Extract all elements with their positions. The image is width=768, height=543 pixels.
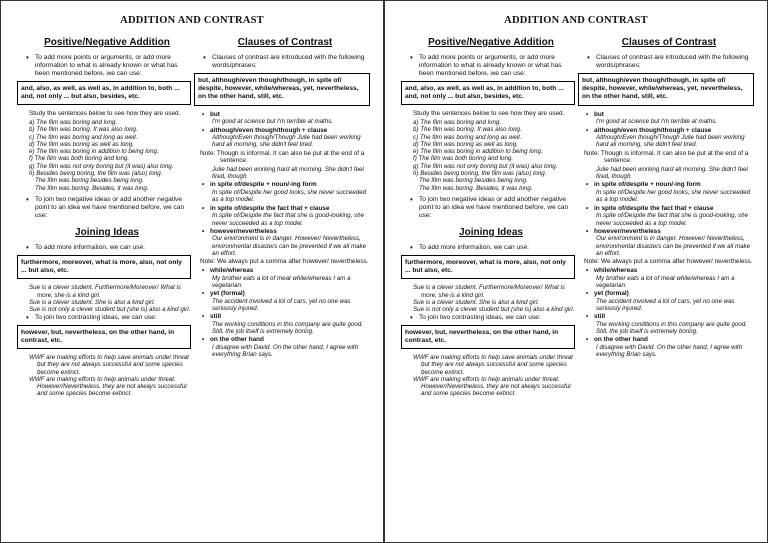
example-sentence: In spite of/Despite the fact that she is good-looking, she never succeeded as a top model.	[212, 212, 365, 227]
addition-column	[23, 37, 191, 398]
rule-heading: • on the other hand	[200, 336, 370, 344]
contrast-intro: • To join two contrasting ideas, we can use:	[407, 314, 575, 322]
example-sentence: I'm good at science but I'm terrible at maths.	[212, 118, 334, 126]
example-sentence: The working conditions in this company are quite good. Still, the job itself is extremely boring.	[596, 320, 747, 336]
example-sentence: WWF are making efforts to help save animals under threat but they are not always successful and some species become extinct.	[413, 353, 573, 376]
addition-column	[407, 37, 575, 398]
example-sentence: The film was boring. Besides, it was long.	[419, 184, 533, 192]
section-heading-addition: Positive/Negative Addition	[44, 37, 170, 48]
page-title: ADDITION AND CONTRAST	[120, 15, 264, 26]
more-words-box: furthermore, moreover, what is more, also, not only ... but also, etc.	[17, 255, 191, 279]
example-sentence: a) The film was boring and long.	[413, 119, 502, 126]
example-sentence: f) The film was both boring and long.	[413, 155, 514, 163]
example-sentence: Sue is a clever student. She is also a kind girl.	[29, 298, 156, 306]
example-sentence: In spite of/Despite her good looks, she never succeeded as a top model.	[212, 189, 367, 204]
example-sentence: c) The film was boring and long as well.	[413, 133, 522, 141]
example-sentence: h) Besides being boring, the film was (also) long.	[29, 170, 163, 178]
rule-heading: • in spite of/despite + noun/-ing form	[584, 181, 754, 189]
example-sentence: The working conditions in this company are quite good. Still, the job itself is extremely boring.	[212, 320, 363, 336]
example-sentence: The film was boring besides being long.	[35, 177, 144, 185]
example-sentence: Sue is a clever student. She is also a kind girl.	[413, 298, 540, 306]
example-sentence: a) The film was boring and long.	[29, 119, 118, 126]
example-sentence: Sue is a clever student. Furthermore/Moreover/ What is more, she is a kind girl.	[29, 284, 181, 299]
study-instruction: Study the sentences below to see how they are used.	[29, 110, 181, 118]
example-sentence: Our environment is in danger. However/ Nevertheless, environmental disasters can be prevented if we all make an effort.	[596, 235, 751, 258]
addition-intro: • To add more points or arguments, or add more information to what is already known or what has been mentioned before, we can use:	[407, 54, 575, 78]
example-sentence: f) The film was both boring and long.	[29, 155, 130, 163]
contrast-words-box: however, but, nevertheless, on the other hand, in contrast, etc.	[17, 325, 191, 349]
example-sentence: WWF are making efforts to help animals under threat. However/Nevertheless, they are not always successful and some species become extinct.	[413, 375, 571, 398]
example-sentence: I'm good at science but I'm terrible at maths.	[596, 118, 718, 126]
rule-heading: • but	[200, 111, 370, 119]
rule-heading: • yet (formal)	[200, 290, 370, 298]
rule-heading: • yet (formal)	[584, 290, 754, 298]
example-sentence: Although/Even though/Though Julie had been working hard all morning, she didn't feel tired.	[596, 134, 745, 149]
example-sentence: I disagree with David. On the other hand, I agree with everything Brian says.	[596, 344, 743, 359]
example-sentence: WWF are making efforts to help animals under threat. However/Nevertheless, they are not always successful and some species become extinct.	[29, 375, 187, 398]
contrast-clauses-intro: • Clauses of contrast are introduced with the following words/phrases:	[200, 54, 370, 70]
example-sentence: Sue is not only a clever student but (she is) also a kind girl.	[413, 306, 575, 314]
negative-intro: • To join two negative ideas or add another negative point to an idea we have mentioned before, we can use:	[407, 196, 575, 220]
rule-heading: • still	[584, 313, 754, 321]
example-sentence: My brother eats a lot of meat while/whereas I am a vegetarian.	[596, 274, 735, 289]
example-sentence: I disagree with David. On the other hand, I agree with everything Brian says.	[212, 344, 359, 359]
example-sentence: Although/Even though/Though Julie had been working hard all morning, she didn't feel tired.	[212, 134, 361, 149]
rule-heading: • still	[200, 313, 370, 321]
example-sentence: The accident involved a lot of cars, yet no one was seriously injured.	[212, 297, 351, 312]
example-sentence: d) The film was boring as well as long.	[413, 140, 518, 148]
example-sentence: In spite of/Despite her good looks, she never succeeded as a top model.	[596, 189, 751, 204]
section-heading-contrast: Clauses of Contrast	[237, 37, 333, 48]
section-heading-addition: Positive/Negative Addition	[428, 37, 554, 48]
note-though: Note: Though is informal. It can also be put at the end of a sentence.	[584, 149, 749, 165]
more-info-intro: • To add more information, we can use:	[23, 244, 191, 252]
page-title: ADDITION AND CONTRAST	[504, 15, 648, 26]
rule-heading: • while/whereas	[200, 267, 370, 275]
page-right	[384, 0, 768, 543]
contrast-clauses-box: but, although/even though/though, in spite of/ despite, however, while/whereas, yet, nevertheless, on the other hand, still, etc.	[578, 73, 754, 106]
addition-intro: • To add more points or arguments, or add more information to what is already known or what has been mentioned before, we can use:	[23, 54, 191, 78]
section-heading-joining: Joining Ideas	[459, 226, 523, 238]
example-sentence: c) The film was boring and long as well.	[29, 133, 138, 141]
addition-words-box: and, also, as well, as well as, in addition to, both ... and, not only ... but also, besides, etc.	[17, 81, 191, 105]
example-sentence: My brother eats a lot of meat while/whereas I am a vegetarian.	[212, 274, 351, 289]
example-sentence: e) The film was boring in addition to being long.	[29, 148, 159, 156]
example-sentence: g) The film was not only boring but (it was) also long.	[413, 162, 558, 170]
contrast-column	[584, 37, 754, 359]
example-sentence: Julie had been working hard all morning. She didn't feel tired, though.	[212, 165, 364, 181]
section-heading-contrast: Clauses of Contrast	[621, 37, 717, 48]
rule-heading: • although/even though/though + clause	[200, 127, 370, 135]
example-sentence: g) The film was not only boring but (it was) also long.	[29, 162, 174, 170]
example-sentence: d) The film was boring as well as long.	[29, 140, 134, 148]
note-comma: Note: We always put a comma after however/ nevertheless.	[584, 258, 753, 266]
rule-heading: • however/nevertheless	[584, 228, 754, 236]
section-heading-joining: Joining Ideas	[75, 226, 139, 238]
study-instruction: Study the sentences below to see how they are used.	[413, 110, 565, 118]
rule-heading: • in spite of/despite + noun/-ing form	[200, 181, 370, 189]
contrast-intro: • To join two contrasting ideas, we can use:	[23, 314, 191, 322]
contrast-words-box: however, but, nevertheless, on the other hand, in contrast, etc.	[401, 325, 575, 349]
note-comma: Note: We always put a comma after however/ nevertheless.	[200, 258, 369, 266]
contrast-clauses-intro: • Clauses of contrast are introduced with the following words/phrases:	[584, 54, 754, 70]
contrast-column	[200, 37, 370, 359]
note-though: Note: Though is informal. It can also be put at the end of a sentence.	[200, 149, 365, 165]
more-words-box: furthermore, moreover, what is more, also, not only ... but also, etc.	[401, 255, 575, 279]
example-sentence: The film was boring besides being long.	[419, 177, 528, 185]
rule-heading: • while/whereas	[584, 267, 754, 275]
example-sentence: h) Besides being boring, the film was (also) long.	[413, 170, 547, 178]
example-sentence: Sue is a clever student. Furthermore/Moreover/ What is more, she is a kind girl.	[413, 284, 565, 299]
example-sentence: Sue is not only a clever student but (she is) also a kind girl.	[29, 306, 191, 314]
contrast-clauses-box: but, although/even though/though, in spite of/ despite, however, while/whereas, yet, nevertheless, on the other hand, still, etc.	[194, 73, 370, 106]
example-sentence: b) The film was boring. It was also long.	[29, 126, 138, 134]
negative-intro: • To join two negative ideas or add another negative point to an idea we have mentioned before, we can use:	[23, 196, 191, 220]
example-sentence: The film was boring. Besides, it was long.	[35, 184, 149, 192]
more-info-intro: • To add more information, we can use:	[407, 244, 575, 252]
example-sentence: The accident involved a lot of cars, yet no one was seriously injured.	[596, 297, 735, 312]
example-sentence: Our environment is in danger. However/ Nevertheless, environmental disasters can be prevented if we all make an effort.	[212, 235, 367, 258]
example-sentence: WWF are making efforts to help save animals under threat but they are not always successful and some species become extinct.	[29, 353, 189, 376]
example-sentence: b) The film was boring. It was also long.	[413, 126, 522, 134]
rule-heading: • although/even though/though + clause	[584, 127, 754, 135]
example-sentence: In spite of/Despite the fact that she is good-looking, she never succeeded as a top model.	[596, 212, 749, 227]
addition-words-box: and, also, as well, as well as, in addition to, both ... and, not only ... but also, besides, etc.	[401, 81, 575, 105]
rule-heading: • in spite of/despite the fact that + clause	[584, 205, 754, 213]
example-sentence: e) The film was boring in addition to being long.	[413, 148, 543, 156]
rule-heading: • however/nevertheless	[200, 228, 370, 236]
rule-heading: • on the other hand	[584, 336, 754, 344]
example-sentence: Julie had been working hard all morning. She didn't feel tired, though.	[596, 165, 748, 181]
rule-heading: • in spite of/despite the fact that + clause	[200, 205, 370, 213]
rule-heading: • but	[584, 111, 754, 119]
